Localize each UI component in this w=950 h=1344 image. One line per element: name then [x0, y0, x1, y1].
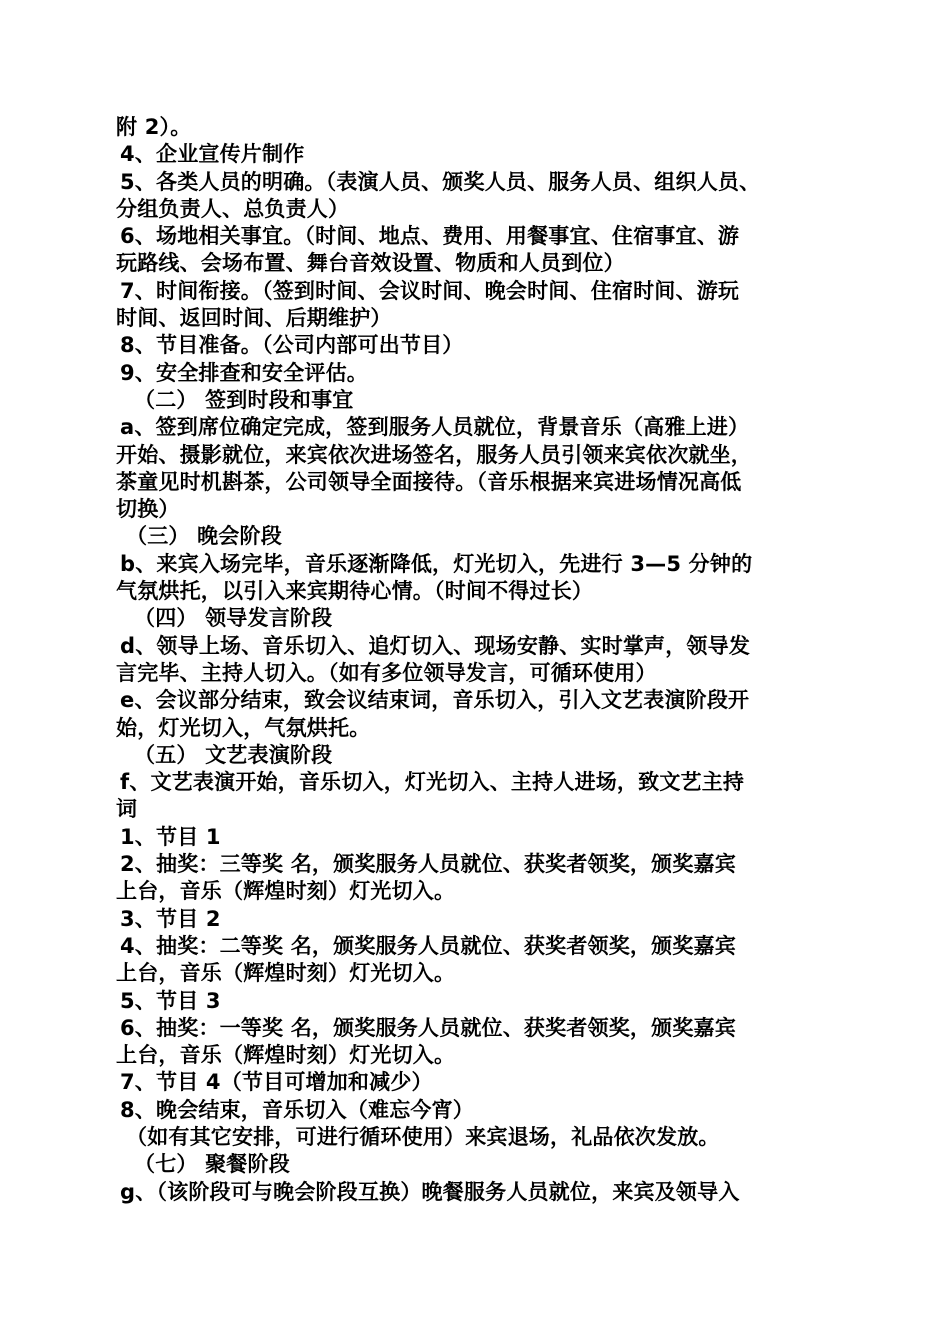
list-item: 6、抽奖：一等奖 名，颁奖服务人员就位、获奖者领奖，颁奖嘉宾 — [120, 1015, 736, 1040]
list-item: 5、节目 3 — [120, 988, 221, 1013]
section-heading: （四） 领导发言阶段 — [134, 606, 333, 631]
text-line: 气氛烘托，以引入来宾期待心情。（时间不得过长） — [116, 579, 594, 604]
text-line: 始，灯光切入，气氛烘托。 — [116, 715, 371, 740]
text-line: 上台，音乐（辉煌时刻）灯光切入。 — [116, 1043, 456, 1068]
text-line: 茶童见时机斟茶，公司领导全面接待。（音乐根据来宾进场情况高低 — [116, 469, 742, 494]
list-item: 4、企业宣传片制作 — [120, 142, 305, 167]
text-line: 玩路线、会场布置、舞台音效设置、物质和人员到位） — [116, 251, 625, 276]
text-line: 上台，音乐（辉煌时刻）灯光切入。 — [116, 961, 456, 986]
list-item: 8、节目准备。（公司内部可出节目） — [120, 333, 464, 358]
text-line: 切换） — [116, 497, 180, 522]
text-line: 分组负责人、总负责人） — [116, 196, 350, 221]
list-item: e、会议部分结束，致会议结束词，音乐切入，引入文艺表演阶段开 — [120, 688, 750, 713]
document-body — [116, 114, 838, 1206]
text-line: 附 2）。 — [116, 115, 192, 139]
text-line: 词 — [116, 797, 138, 822]
list-item: d、领导上场、音乐切入、追灯切入、现场安静、实时掌声，领导发 — [120, 633, 751, 658]
list-item: 1、节目 1 — [120, 824, 221, 849]
list-item: 9、安全排查和安全评估。 — [120, 360, 369, 385]
list-item: 6、场地相关事宜。（时间、地点、费用、用餐事宜、住宿事宜、游 — [120, 224, 740, 249]
list-item: 4、抽奖：二等奖 名，颁奖服务人员就位、获奖者领奖，颁奖嘉宾 — [120, 933, 736, 958]
text-line: 上台，音乐（辉煌时刻）灯光切入。 — [116, 879, 456, 904]
list-item: 5、各类人员的明确。（表演人员、颁奖人员、服务人员、组织人员、 — [120, 169, 761, 194]
text-line: 开始、摄影就位，来宾依次进场签名，服务人员引领来宾依次就坐， — [116, 442, 752, 467]
list-item: a、签到席位确定完成，签到服务人员就位，背景音乐（高雅上进） — [120, 415, 750, 440]
section-heading: （五） 文艺表演阶段 — [134, 742, 333, 767]
list-item: 2、抽奖：三等奖 名，颁奖服务人员就位、获奖者领奖，颁奖嘉宾 — [120, 852, 736, 877]
list-item: g、（该阶段可与晚会阶段互换）晚餐服务人员就位，来宾及领导入 — [120, 1179, 740, 1204]
list-item: 8、晚会结束，音乐切入（难忘今宵） — [120, 1097, 475, 1122]
section-heading: （七） 聚餐阶段 — [134, 1152, 290, 1177]
text-line: 言完毕、主持人切入。（如有多位领导发言，可循环使用） — [116, 660, 657, 685]
section-heading: （三） 晚会阶段 — [126, 524, 282, 549]
list-item: 7、节目 4（节目可增加和减少） — [120, 1070, 433, 1095]
list-item: f、文艺表演开始，音乐切入，灯光切入、主持人进场，致文艺主持 — [120, 770, 745, 795]
text-line: 时间、返回时间、后期维护） — [116, 306, 392, 331]
text-line: （如有其它安排，可进行循环使用）来宾退场，礼品依次发放。 — [126, 1124, 720, 1149]
list-item: b、来宾入场完毕，音乐逐渐降低，灯光切入，先进行 3—5 分钟的 — [120, 551, 753, 576]
section-heading: （二） 签到时段和事宜 — [134, 387, 354, 412]
list-item: 3、节目 2 — [120, 906, 221, 931]
list-item: 7、时间衔接。（签到时间、会议时间、晚会时间、住宿时间、游玩 — [120, 278, 740, 303]
